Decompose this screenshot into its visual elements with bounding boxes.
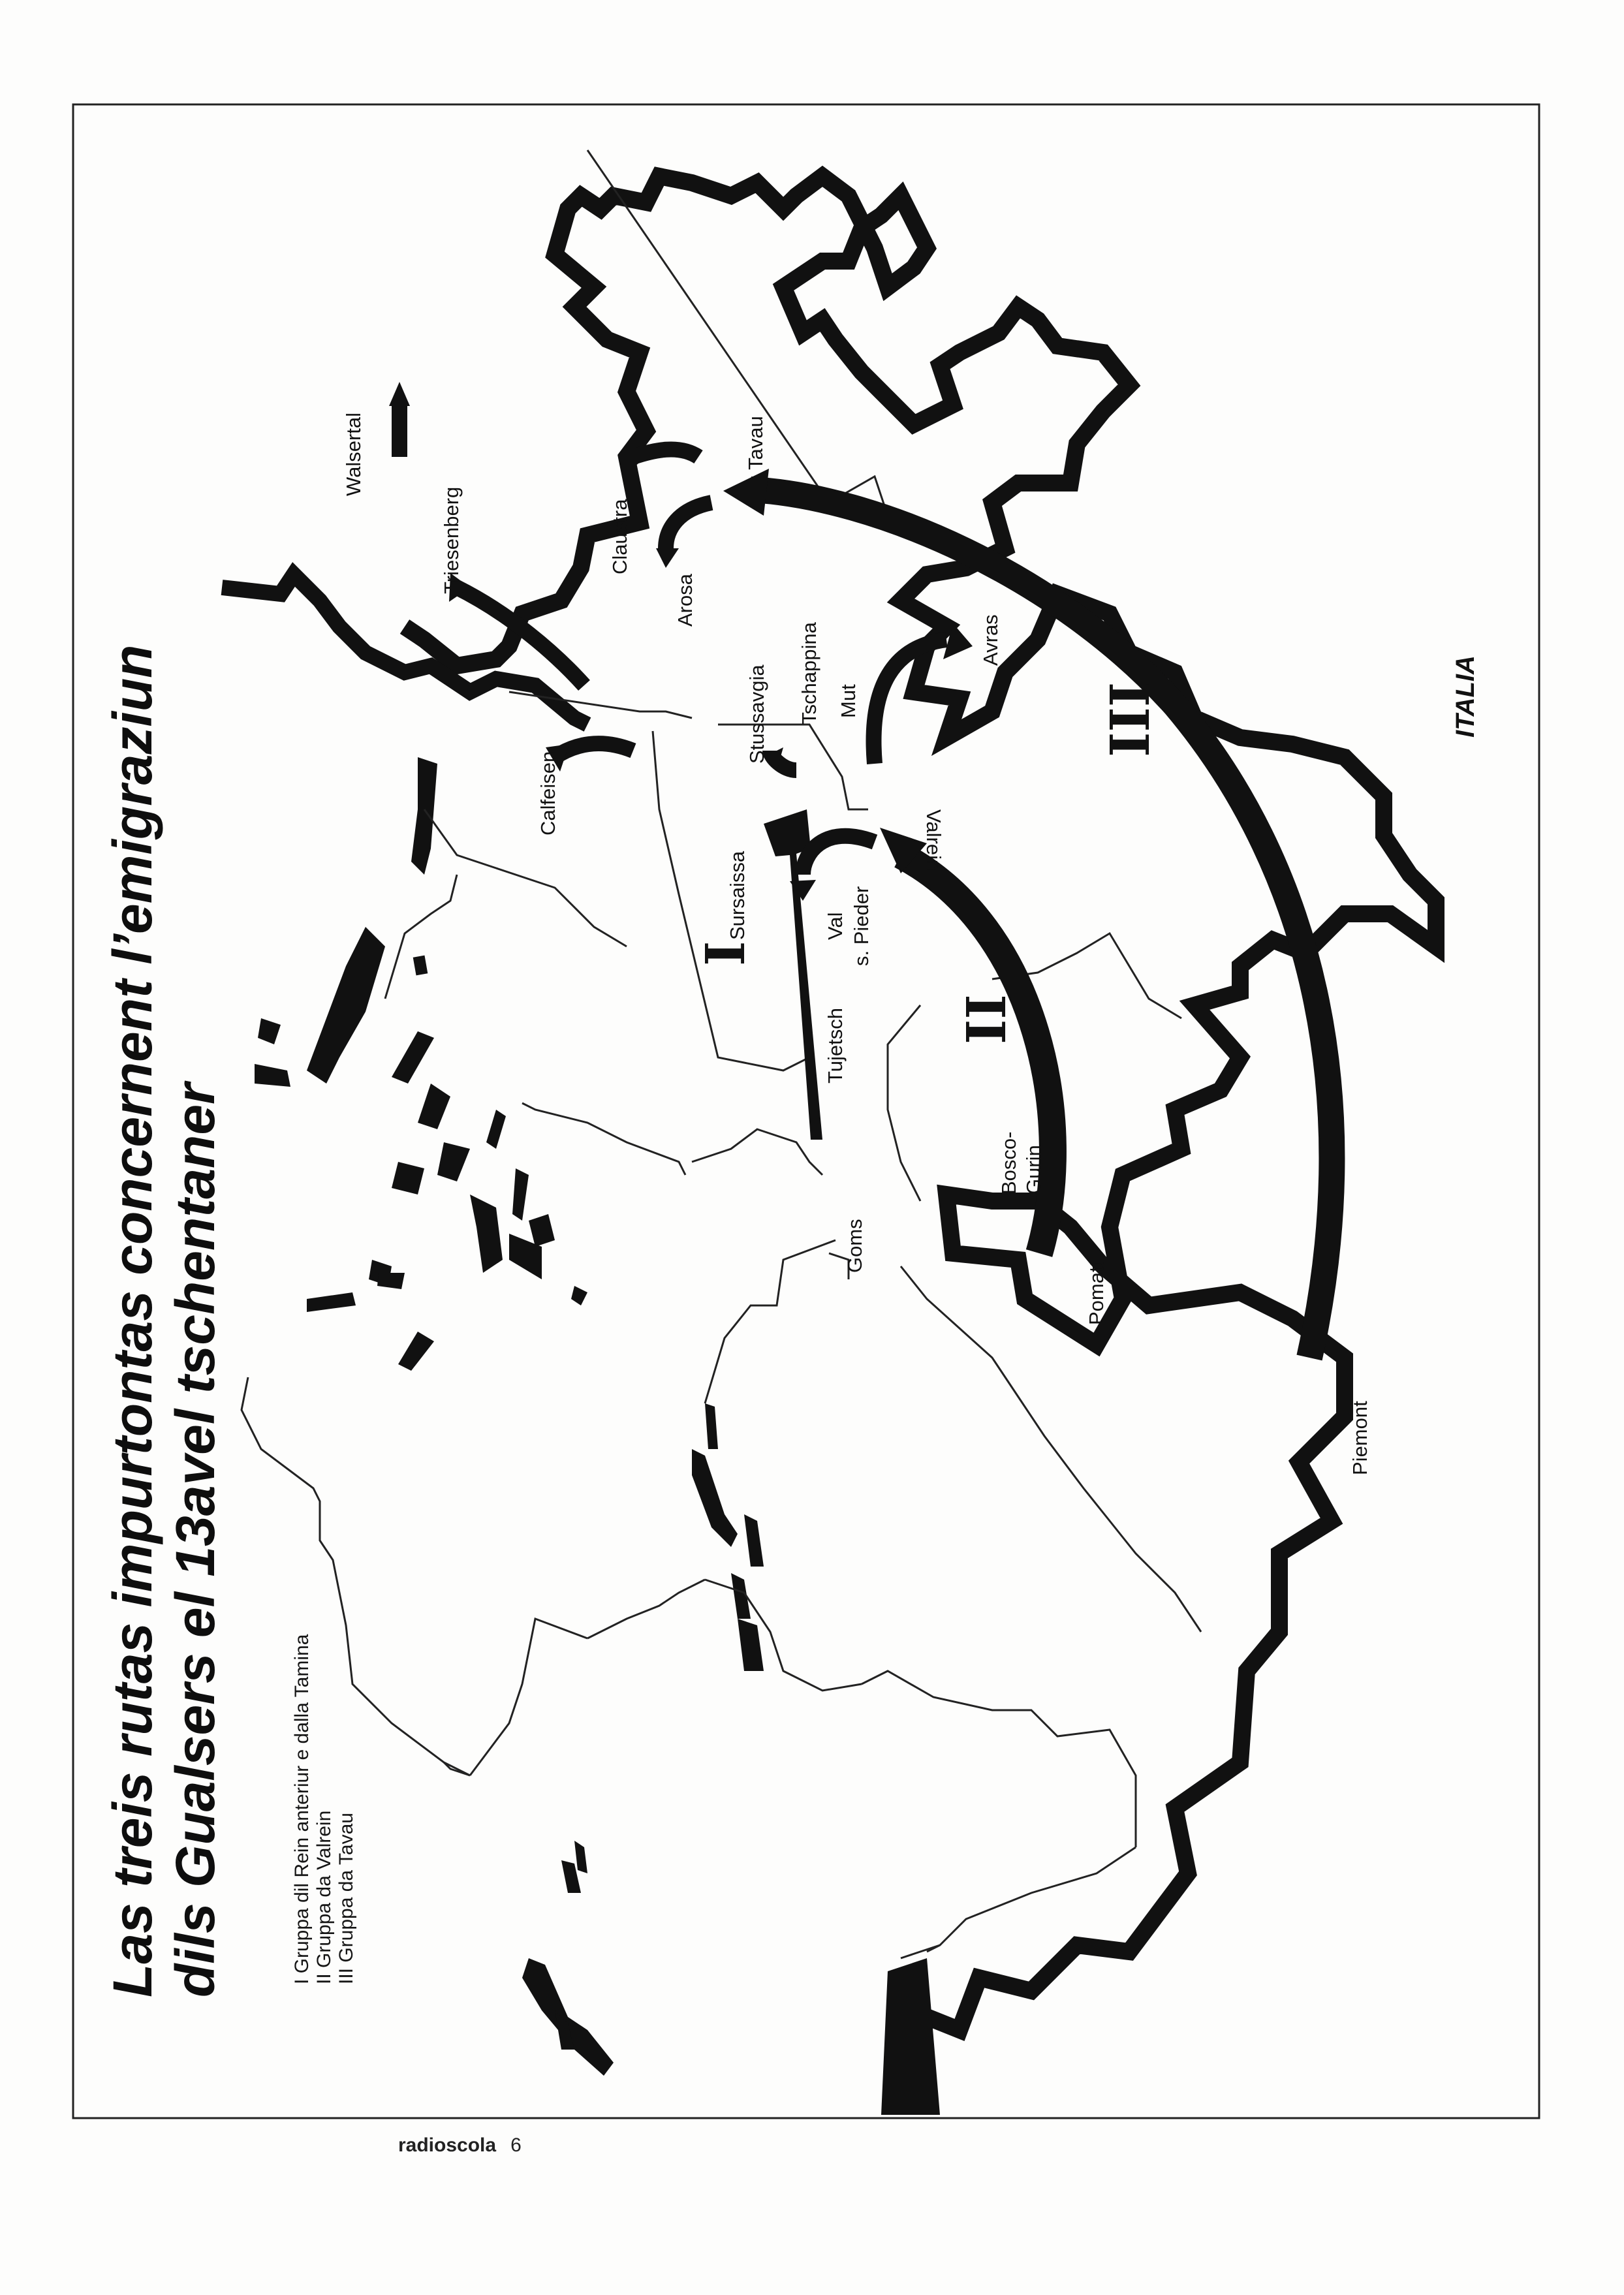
page-number: 6 xyxy=(510,2134,522,2156)
place-arosa: Arosa xyxy=(674,574,696,627)
publication-name: radioscola xyxy=(398,2134,497,2156)
place-tschappina: Tschappina xyxy=(798,622,820,725)
local-arrows xyxy=(399,405,946,875)
legend-item-one: I Gruppa dil Rein anteriur e dalla Tamina xyxy=(291,1634,313,1984)
place-pomatt: Pomatt xyxy=(1085,1260,1108,1325)
place-valrein: Valrein xyxy=(922,809,945,871)
place-tujetsch: Tujetsch xyxy=(824,1007,847,1084)
thin-boundaries xyxy=(242,150,1201,1958)
group-one-label: I xyxy=(695,941,757,966)
place-labels xyxy=(342,413,1371,1475)
place-val: Val xyxy=(824,912,847,940)
place-avras: Avras xyxy=(979,614,1002,666)
place-gurin: Gurin xyxy=(1022,1145,1045,1194)
map-title xyxy=(102,645,226,1997)
title-line-1: Las treis rutas impurtontas concernent l’emigraziun xyxy=(102,644,163,1997)
place-mut: Mut xyxy=(837,684,860,718)
national-border xyxy=(405,176,1436,2108)
place-sursaissa: Sursaissa xyxy=(726,851,749,940)
place-stussavgia: Stussavgia xyxy=(745,664,768,764)
place-goms: Goms xyxy=(843,1219,866,1273)
country-label-italia: ITALIA xyxy=(1451,655,1480,738)
legend-item-two: II Gruppa da Valrein xyxy=(313,1810,335,1984)
rhine-border xyxy=(222,574,587,725)
place-piemont: Piemont xyxy=(1349,1401,1371,1475)
group-three-label: III xyxy=(1099,681,1162,757)
place-tavau: Tavau xyxy=(744,416,767,470)
place-claustra: Claustra xyxy=(608,499,631,574)
west-lake-fragments xyxy=(522,1403,940,2115)
place-s-pieder: s. Pieder xyxy=(850,886,873,966)
place-calfeisen: Calfeisen xyxy=(537,751,559,835)
place-walsertal: Walsertal xyxy=(342,412,365,496)
legend-item-three: III Gruppa da Tavau xyxy=(336,1813,357,1984)
place-bosco: Bosco- xyxy=(997,1131,1020,1194)
page-footer xyxy=(398,2134,522,2157)
route-group-three-head xyxy=(723,469,769,516)
title-line-2: dils Gualsers el 13avel tschentaner xyxy=(164,1083,226,1997)
group-two-label: II xyxy=(956,994,1018,1044)
place-triesenberg: Triesenberg xyxy=(440,486,463,594)
north-lake-fragments xyxy=(255,757,587,1371)
local-arrowheads xyxy=(389,382,973,901)
legend xyxy=(291,1634,357,1984)
